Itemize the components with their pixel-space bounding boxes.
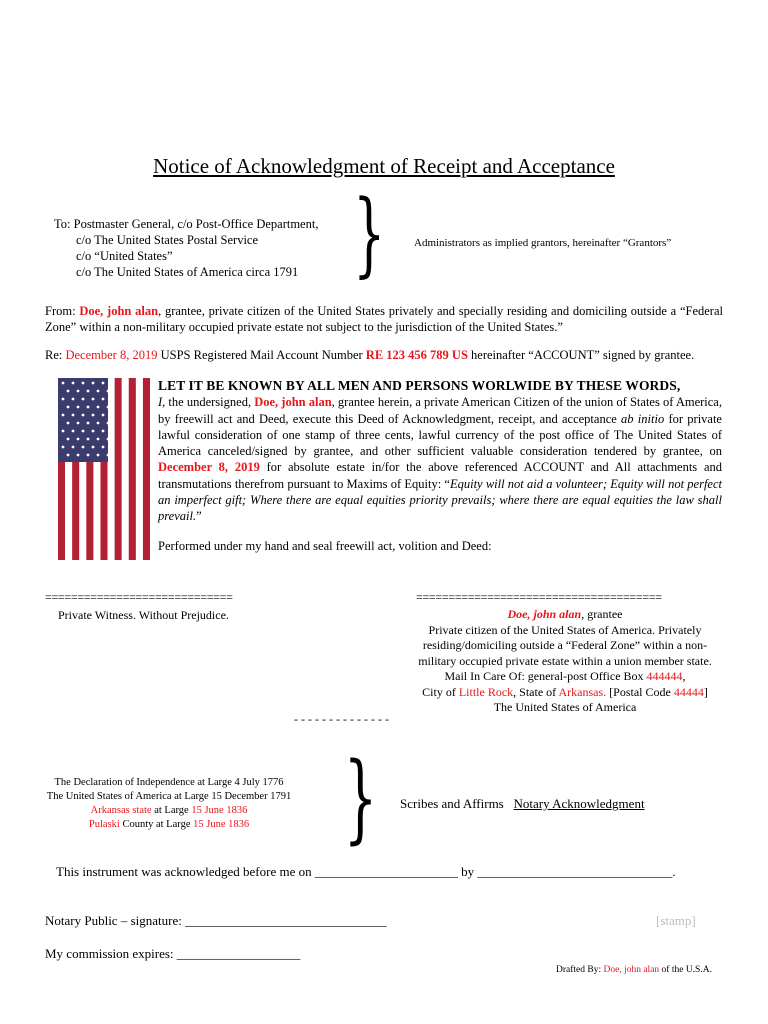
from-paragraph: [45, 303, 723, 335]
scribes-affirms: Scribes and Affirms: [400, 796, 504, 811]
declaration-date: December 8, 2019: [158, 460, 260, 475]
page-title: [0, 154, 768, 179]
flag-star: [87, 438, 90, 441]
flag-star: [97, 454, 100, 457]
to-block: [54, 216, 318, 280]
re-paragraph: [45, 347, 723, 363]
grantee-city: Little Rock: [458, 684, 514, 699]
grantee-block: [398, 607, 732, 716]
scribes-line: [400, 796, 645, 812]
flag-star: [72, 398, 75, 401]
flag-star: [72, 414, 75, 417]
us-flag-image: [58, 378, 150, 560]
flag-star: [87, 390, 90, 393]
declaration-text-1: , the undersigned,: [162, 395, 255, 410]
from-prefix: From:: [45, 304, 80, 318]
grantee-line-3: residing/domiciling outside a “Federal Zone” within a non-: [422, 638, 708, 652]
flag-star: [77, 422, 80, 425]
flag-star: [67, 454, 70, 457]
grantee-mail-pre: Mail In Care Of: general-post Office Box: [444, 669, 647, 683]
declaration-text-2: , grantee herein, a private American Citizen of the union of States of America, by freewill act and Deed, execute this Deed of Acknowledgment, receipt, and acceptance: [158, 395, 722, 426]
grantee-city-pre: City of: [422, 684, 459, 699]
grantee-name-line: [398, 607, 732, 623]
re-number: RE 123 456 789 US: [365, 348, 468, 362]
flag-stripe: [143, 378, 150, 560]
flag-star: [102, 398, 105, 401]
to-line-1: To: Postmaster General, c/o Post-Office Department,: [54, 217, 319, 231]
flag-canton: [58, 378, 108, 462]
to-line-3: c/o “United States”: [76, 249, 173, 263]
flag-star: [92, 414, 95, 417]
declaration-i: I: [158, 395, 163, 410]
commission-line: My commission expires: ___________________: [45, 946, 301, 961]
flag-star: [92, 382, 95, 385]
grantee-postal-end: ]: [703, 684, 708, 699]
re-date: December 8, 2019: [65, 348, 158, 362]
flag-stripe: [115, 378, 122, 560]
flag-star: [97, 406, 100, 409]
drafted-pre: Drafted By:: [556, 965, 604, 975]
jurat-line-4: [40, 818, 298, 832]
flag-star: [62, 414, 65, 417]
flag-star: [107, 406, 110, 409]
flag-star: [72, 446, 75, 449]
flag-star: [102, 446, 105, 449]
flag-star: [82, 382, 85, 385]
notary-acknowledgment: Notary Acknowledgment: [513, 796, 645, 811]
declaration-block: [158, 378, 722, 554]
stamp-placeholder: [stamp]: [656, 913, 696, 928]
jurat-county-date: 15 June 1836: [193, 819, 250, 830]
flag-star: [87, 454, 90, 457]
re-rest: hereinafter “ACCOUNT” signed by grantee.: [467, 348, 695, 362]
declaration-maxims: Equity will not aid a volunteer; Equity will not perfect an imperfect gift; Where there are equal equities priority prevails; where there are equal equities the law shall prevail.: [158, 476, 722, 524]
flag-star: [62, 446, 65, 449]
jurat-state-date: 15 June 1836: [191, 805, 248, 816]
witness-signature-line: =============================: [45, 590, 233, 604]
flag-star: [67, 422, 70, 425]
witness-label: Private Witness. Without Prejudice.: [58, 608, 229, 622]
grantee-postal-pre: [Postal Code: [606, 684, 674, 699]
grantee-state: Arkansas.: [558, 684, 607, 699]
flag-star: [92, 398, 95, 401]
to-line-4: c/o The United States of America circa 1791: [76, 265, 299, 279]
flag-star: [77, 390, 80, 393]
grantee-po-box: 444444: [646, 669, 683, 683]
flag-star: [67, 438, 70, 441]
flag-stripe: [129, 378, 136, 560]
grantors-note: Administrators as implied grantors, hereinafter “Grantors”: [414, 237, 672, 249]
jurat-line-3: [40, 804, 298, 818]
from-name: Doe, john alan: [79, 304, 159, 318]
flag-stripe: [136, 378, 143, 560]
declaration-text-3: for private lawful consideration of one stamp of three cents, lawful currency of the post office of The United States of America canceled/signed by grantee, and other sufficient valuable consideration tendered by grantee, on: [158, 411, 722, 459]
flag-star: [77, 438, 80, 441]
flag-star: [67, 390, 70, 393]
flag-star: [102, 414, 105, 417]
jurat-county: Pulaski: [88, 819, 120, 830]
flag-star: [97, 422, 100, 425]
declaration-heading: LET IT BE KNOWN BY ALL MEN AND PERSONS WORLWIDE BY THESE WORDS,: [158, 378, 681, 393]
flag-star: [67, 406, 70, 409]
re-mid: USPS Registered Mail Account Number: [157, 348, 366, 362]
grantee-state-pre: , State of: [513, 684, 559, 699]
flag-star: [82, 414, 85, 417]
drafted-post: of the U.S.A.: [659, 965, 712, 975]
title-text: Notice of Acknowledgment of Receipt and Acceptance: [153, 154, 615, 178]
flag-star: [82, 398, 85, 401]
flag-stripe: [122, 378, 129, 560]
drafted-by: [556, 965, 712, 975]
flag-star: [62, 430, 65, 433]
grantee-line-7: The United States of America: [493, 700, 637, 714]
grantee-signature-line: ======================================: [416, 590, 662, 604]
flag-star: [102, 382, 105, 385]
jurat-line-2: The United States of America at Large 15 December 1791: [46, 791, 292, 802]
flag-star: [77, 454, 80, 457]
flag-star: [87, 406, 90, 409]
flag-star: [77, 406, 80, 409]
declaration-performed: Performed under my hand and seal freewill act, volition and Deed:: [158, 538, 492, 553]
declaration-text-4: for absolute estate in/for the above referenced ACCOUNT and All attachments and transmutations therefrom pursuant to Maxims of Equity: “: [158, 460, 722, 491]
re-prefix: Re:: [45, 348, 66, 362]
grantee-line-2: Private citizen of the United States of America. Privately: [428, 622, 702, 637]
declaration-text-5: ”: [196, 509, 202, 524]
jurat-state: Arkansas state: [90, 805, 152, 816]
grantee-postal-code: 44444: [673, 684, 704, 699]
jurat-line-3-mid: at Large: [151, 805, 192, 816]
jurat-block: [40, 776, 298, 832]
drafted-name: Doe, john alan: [603, 965, 660, 975]
flag-star: [97, 438, 100, 441]
flag-star: [92, 446, 95, 449]
to-brace: }: [353, 180, 386, 287]
flag-star: [72, 382, 75, 385]
flag-star: [82, 446, 85, 449]
flag-star: [92, 430, 95, 433]
instrument-line: This instrument was acknowledged before me on ______________________ by ______________________________.: [56, 864, 676, 879]
flag-star: [82, 430, 85, 433]
notary-signature-line: Notary Public – signature: _______________________________: [45, 913, 387, 928]
jurat-line-4-mid: County at Large: [119, 819, 194, 830]
flag-star: [62, 382, 65, 385]
flag-stripe: [108, 378, 115, 560]
flag-star: [107, 422, 110, 425]
flag-star: [107, 438, 110, 441]
to-line-2: c/o The United States Postal Service: [76, 233, 259, 247]
jurat-brace: }: [343, 742, 378, 854]
flag-star: [107, 390, 110, 393]
flag-star: [97, 390, 100, 393]
declaration-body: [158, 394, 722, 524]
flag-star: [107, 454, 110, 457]
dashed-divider: - - - - - - - - - - - - - -: [294, 712, 389, 726]
jurat-line-1: The Declaration of Independence at Large 4 July 1776: [54, 777, 284, 788]
grantee-mail-line: [398, 669, 732, 685]
from-rest: , grantee, private citizen of the United States privately and specially residing and domiciling outside a “Federal Zone” within a non-military occupied private estate not subject to the jurisdiction of the United States.”: [45, 304, 723, 334]
flag-star: [62, 398, 65, 401]
flag-star: [72, 430, 75, 433]
declaration-ab-initio: ab initio: [621, 411, 665, 426]
grantee-role: , grantee: [581, 607, 623, 621]
grantee-mail-post: ,: [682, 669, 686, 683]
grantee-name: Doe, john alan: [507, 607, 582, 621]
declaration-name: Doe, john alan: [254, 395, 332, 410]
grantee-line-4: military occupied private estate within a union member state.: [418, 653, 712, 668]
flag-star: [87, 422, 90, 425]
flag-star: [102, 430, 105, 433]
grantee-city-line: [398, 685, 732, 701]
